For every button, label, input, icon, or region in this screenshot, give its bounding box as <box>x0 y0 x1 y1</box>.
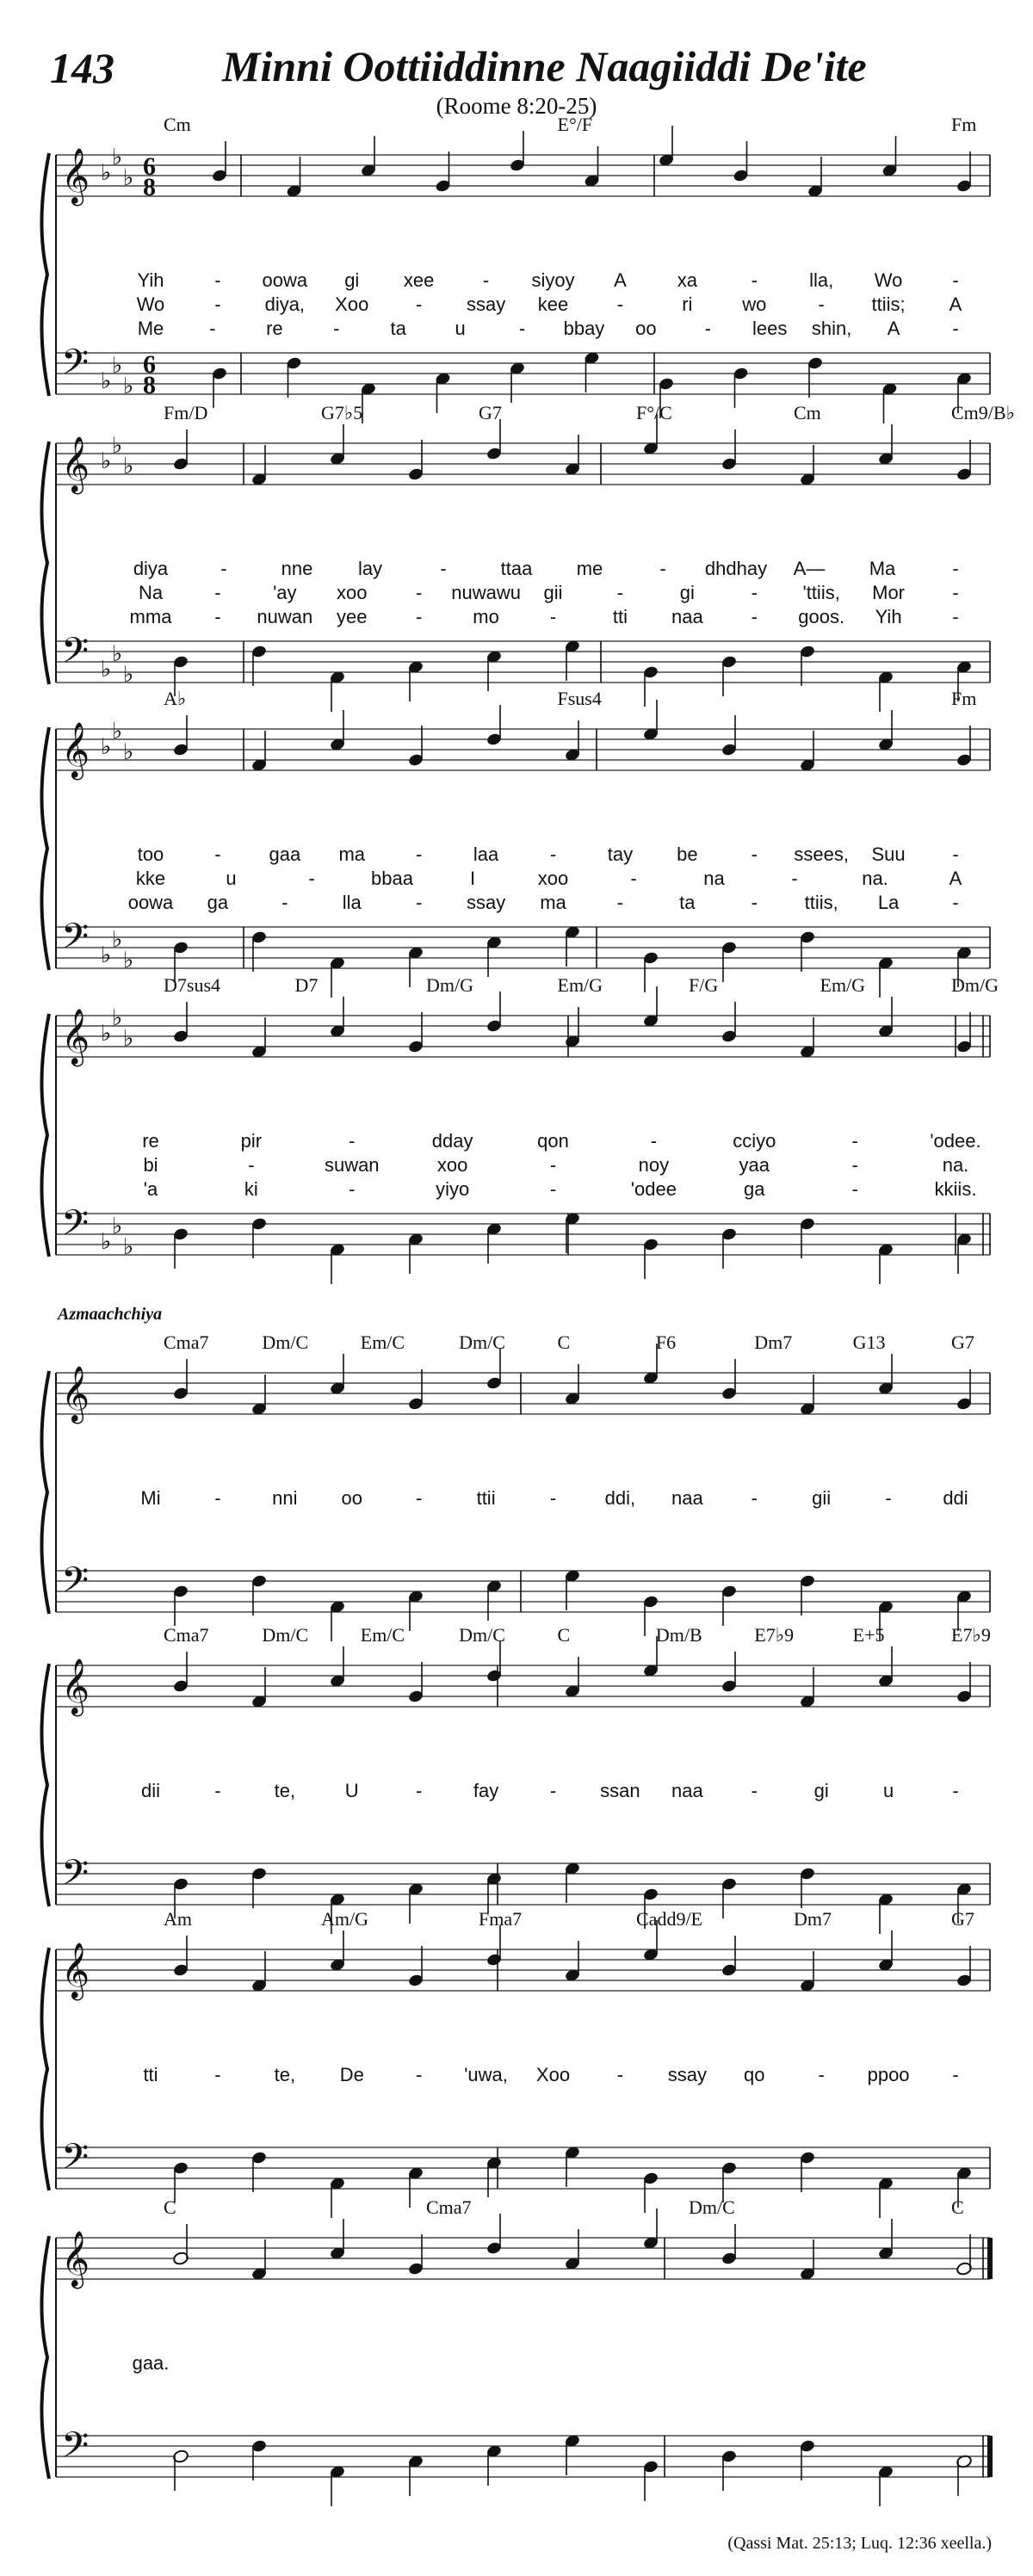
lyric-syllable: - <box>416 892 423 913</box>
flat-accidental-icon: ♭ <box>112 353 123 378</box>
lyric-syllable: na <box>703 868 725 889</box>
lyric-syllable: - <box>952 843 959 865</box>
lyric-syllable: ttaa <box>500 558 533 579</box>
lyric-syllable: - <box>416 293 423 315</box>
scripture-reference: (Roome 8:20-25) <box>436 93 597 119</box>
lyric-syllable: - <box>214 843 221 865</box>
lyric-syllable: - <box>704 318 711 339</box>
chord-symbol: Em/C <box>360 1624 405 1646</box>
lyric-syllable: re <box>142 1130 159 1152</box>
system-brace <box>41 1948 49 2190</box>
lyric-syllable: A <box>614 269 627 291</box>
lyric-syllable: - <box>952 558 959 579</box>
lyric-syllable: gii <box>543 582 563 603</box>
lyric-syllable: - <box>952 892 959 913</box>
lyric-syllable: lay <box>357 558 383 579</box>
staff-system <box>41 2196 990 2506</box>
lyric-syllable: dhdhay <box>704 558 768 579</box>
lyric-syllable: - <box>518 318 526 339</box>
chord-symbol: F°/C <box>636 402 672 423</box>
lyric-syllable: gii <box>812 1487 832 1509</box>
chord-symbol: Dm/C <box>459 1624 505 1646</box>
lyric-syllable: - <box>885 1487 892 1509</box>
staff-system <box>41 1908 990 2218</box>
lyric-syllable: gaa. <box>132 2352 170 2374</box>
lyric-syllable: - <box>440 558 447 579</box>
system-brace <box>41 1664 49 1906</box>
chord-symbol: Em/G <box>820 974 866 996</box>
lyric-syllable: A— <box>793 558 826 579</box>
flat-accidental-icon: ♭ <box>101 734 112 759</box>
lyric-syllable: - <box>751 582 758 603</box>
lyric-syllable: - <box>616 2064 624 2085</box>
lyric-syllable: ri <box>682 293 693 315</box>
chord-symbol: E7♭9 <box>754 1624 795 1646</box>
system-brace <box>41 2236 49 2479</box>
lyric-syllable: - <box>209 318 216 339</box>
lyric-syllable: - <box>416 843 423 865</box>
lyric-syllable: - <box>214 293 221 315</box>
lyric-syllable: - <box>416 606 423 627</box>
chord-symbol: Dm7 <box>754 1331 793 1353</box>
lyric-syllable: u <box>882 1780 894 1801</box>
lyric-syllable: - <box>952 582 959 603</box>
lyric-syllable: - <box>650 1130 658 1152</box>
lyric-syllable: ssan <box>600 1780 640 1801</box>
lyric-syllable: 'odee <box>630 1178 677 1200</box>
treble-clef-icon: 𝄞 <box>61 1010 90 1064</box>
lyric-syllable: - <box>248 1154 255 1176</box>
chord-symbol: Cma7 <box>426 2196 472 2218</box>
lyric-syllable: nuwan <box>257 606 313 627</box>
lyric-syllable: xa <box>677 269 697 291</box>
lyric-syllable: - <box>630 868 637 889</box>
bass-clef-icon: 𝄢 <box>61 1853 90 1901</box>
lyric-syllable: dday <box>431 1130 473 1152</box>
lyric-syllable: fay <box>473 1780 499 1801</box>
lyric-syllable: lla, <box>809 269 834 291</box>
lyric-syllable: ddi, <box>604 1487 636 1509</box>
treble-clef-icon: 𝄞 <box>61 1368 90 1421</box>
chord-symbol: Cma7 <box>164 1331 209 1353</box>
lyric-syllable: Ma <box>869 558 896 579</box>
lyric-syllable: - <box>851 1178 858 1200</box>
lyric-syllable: ttiis; <box>871 293 906 315</box>
lyric-syllable: - <box>416 1780 423 1801</box>
lyric-syllable: tay <box>607 843 634 865</box>
lyric-syllable: - <box>818 2064 825 2085</box>
lyric-syllable: ta <box>679 892 696 913</box>
bass-clef-icon: 𝄢 <box>61 343 90 391</box>
lyric-syllable: noy <box>638 1154 670 1176</box>
chord-symbol: Fm <box>951 114 977 135</box>
lyric-syllable: - <box>549 606 557 627</box>
lyric-syllable: - <box>416 582 423 603</box>
treble-clef-icon: 𝄞 <box>61 1944 90 1998</box>
treble-clef-icon: 𝄞 <box>61 724 90 777</box>
lyric-syllable: - <box>482 269 490 291</box>
lyric-syllable: Me <box>137 318 164 339</box>
chord-symbol: Dm/C <box>262 1624 309 1646</box>
chord-symbol: C <box>557 1331 571 1353</box>
lyric-syllable: - <box>549 1178 557 1200</box>
lyric-syllable: Mi <box>140 1487 161 1509</box>
chord-symbol: E7♭9 <box>951 1624 991 1646</box>
lyric-syllable: - <box>214 606 221 627</box>
chord-symbol: Cadd9/E <box>636 1908 702 1930</box>
lyric-syllable: siyoy <box>531 269 575 291</box>
lyric-syllable: - <box>952 606 959 627</box>
chord-symbol: Fm/D <box>164 402 208 423</box>
chord-symbol: Dm/C <box>689 2196 735 2218</box>
lyric-syllable: 'a <box>143 1178 158 1200</box>
lyric-syllable: ssay <box>466 293 506 315</box>
lyric-syllable: - <box>616 293 624 315</box>
lyric-syllable: - <box>818 293 825 315</box>
lyric-syllable: - <box>214 1487 221 1509</box>
lyric-syllable: - <box>549 1154 557 1176</box>
flat-accidental-icon: ♭ <box>123 165 134 190</box>
lyric-syllable: mo <box>473 606 499 627</box>
chord-symbol: Dm/G <box>426 974 473 996</box>
time-signature-numerator: 6 <box>143 350 156 379</box>
lyric-syllable: too <box>137 843 164 865</box>
lyric-syllable: diya <box>133 558 169 579</box>
flat-accidental-icon: ♭ <box>123 374 134 398</box>
lyric-syllable: - <box>349 1178 356 1200</box>
lyric-syllable: pir <box>240 1130 263 1152</box>
flat-accidental-icon: ♭ <box>101 942 112 967</box>
lyric-syllable: te, <box>274 1780 296 1801</box>
chord-symbol: Cm <box>794 402 821 423</box>
chord-symbol: Am/G <box>321 1908 368 1930</box>
lyric-syllable: bi <box>143 1154 158 1176</box>
lyric-syllable: - <box>220 558 227 579</box>
system-brace <box>41 153 49 396</box>
lyric-syllable: oo <box>341 1487 362 1509</box>
lyric-syllable: - <box>416 1487 423 1509</box>
lyric-syllable: ga <box>207 892 229 913</box>
chord-symbol: G7♭5 <box>321 402 363 423</box>
lyric-syllable: - <box>416 2064 423 2085</box>
lyric-syllable: me <box>576 558 603 579</box>
lyric-syllable: Xoo <box>535 2064 571 2085</box>
flat-accidental-icon: ♭ <box>123 1026 134 1051</box>
treble-clef-icon: 𝄞 <box>61 2233 90 2286</box>
lyric-syllable: diya, <box>264 293 306 315</box>
lyric-syllable: ki <box>244 1178 258 1200</box>
lyric-syllable: cciyo <box>733 1130 776 1152</box>
lyric-syllable: Wo <box>136 293 165 315</box>
lyric-syllable: 'odee. <box>930 1130 981 1152</box>
lyric-syllable: - <box>281 892 288 913</box>
lyric-syllable: kee <box>537 293 569 315</box>
lyric-syllable: U <box>344 1780 359 1801</box>
chord-symbol: Fma7 <box>479 1908 523 1930</box>
lyric-syllable: A <box>887 318 900 339</box>
lyric-syllable: yiyo <box>436 1178 470 1200</box>
system-brace <box>41 727 49 970</box>
bass-clef-icon: 𝄢 <box>61 631 90 679</box>
chord-symbol: Am <box>164 1908 192 1930</box>
tempo-marking: Azmaachchiya <box>58 1305 163 1324</box>
flat-accidental-icon: ♭ <box>112 927 123 952</box>
treble-clef-icon: 𝄞 <box>61 1660 90 1714</box>
lyric-syllable: yaa <box>739 1154 770 1176</box>
lyric-syllable: - <box>751 843 758 865</box>
lyric-syllable: - <box>616 892 624 913</box>
chord-symbol: C <box>557 1624 571 1646</box>
lyric-syllable: nuwawu <box>451 582 521 603</box>
lyric-syllable: - <box>616 582 624 603</box>
lyric-syllable: re <box>266 318 283 339</box>
flat-accidental-icon: ♭ <box>123 662 134 687</box>
time-signature-numerator: 6 <box>143 152 156 181</box>
treble-clef-icon: 𝄞 <box>61 438 90 491</box>
chord-symbol: Dm/C <box>262 1331 309 1353</box>
lyric-syllable: - <box>952 269 959 291</box>
lyric-syllable: ta <box>390 318 406 339</box>
chord-symbol: G7 <box>951 1331 974 1353</box>
lyric-syllable: Yih <box>875 606 902 627</box>
flat-accidental-icon: ♭ <box>101 657 112 682</box>
lyric-syllable: ssay <box>667 2064 707 2085</box>
staff-system <box>41 1624 990 1934</box>
staff-system <box>41 114 990 423</box>
chord-symbol: A♭ <box>164 688 187 709</box>
lyric-syllable: - <box>214 1780 221 1801</box>
chord-symbol: Em/C <box>360 1331 405 1353</box>
flat-accidental-icon: ♭ <box>112 719 123 744</box>
lyric-syllable: - <box>214 582 221 603</box>
lyric-syllable: - <box>349 1130 356 1152</box>
lyric-syllable: shin, <box>811 318 852 339</box>
flat-accidental-icon: ♭ <box>101 1229 112 1254</box>
bass-clef-icon: 𝄢 <box>61 2425 90 2474</box>
bass-clef-icon: 𝄢 <box>61 1203 90 1251</box>
flat-accidental-icon: ♭ <box>123 1234 134 1259</box>
lyric-syllable: - <box>791 868 798 889</box>
lyric-syllable: gi <box>679 582 695 603</box>
lyric-syllable: tti <box>143 2064 158 2085</box>
chord-symbol: G7 <box>951 1908 974 1930</box>
chord-symbol: Cm9/B♭ <box>951 402 1015 423</box>
lyric-syllable: qon <box>537 1130 569 1152</box>
lyric-syllable: gaa <box>269 843 301 865</box>
flat-accidental-icon: ♭ <box>112 433 123 458</box>
chord-symbol: Dm7 <box>794 1908 832 1930</box>
system-brace <box>41 1014 49 1257</box>
lyric-syllable: goos. <box>798 606 845 627</box>
lyric-syllable: kkiis. <box>934 1178 977 1200</box>
flat-accidental-icon: ♭ <box>101 1021 112 1046</box>
lyric-syllable: Wo <box>874 269 903 291</box>
lyric-syllable: mma <box>129 606 172 627</box>
lyric-syllable: na. <box>862 868 888 889</box>
lyric-syllable: - <box>751 606 758 627</box>
lyric-syllable: ttii <box>476 1487 496 1509</box>
scripture-footnote: (Qassi Mat. 25:13; Luq. 12:36 xeella.) <box>727 2534 992 2553</box>
lyric-syllable: oowa <box>127 892 174 913</box>
lyric-syllable: na. <box>942 1154 969 1176</box>
lyric-syllable: - <box>214 2064 221 2085</box>
chord-symbol: G7 <box>479 402 502 423</box>
lyric-syllable: Xoo <box>335 293 369 315</box>
hymn-title: Minni Oottiiddinne Naagiiddi De'ite <box>222 42 867 90</box>
bass-clef-icon: 𝄢 <box>61 1560 90 1609</box>
lyric-syllable: - <box>851 1130 858 1152</box>
chord-symbol: Cma7 <box>164 1624 209 1646</box>
chord-symbol: D7sus4 <box>164 974 221 996</box>
chord-symbol: E+5 <box>852 1624 885 1646</box>
lyric-syllable: - <box>549 843 557 865</box>
treble-clef-icon: 𝄞 <box>61 150 90 203</box>
lyric-syllable: naa <box>671 606 703 627</box>
flat-accidental-icon: ♭ <box>112 1214 123 1239</box>
lyric-syllable: Mor <box>872 582 906 603</box>
system-brace <box>41 1371 49 1614</box>
flat-accidental-icon: ♭ <box>123 948 134 973</box>
chord-symbol: Dm/C <box>459 1331 505 1353</box>
lyric-syllable: nni <box>272 1487 298 1509</box>
lyric-syllable: 'ay <box>273 582 297 603</box>
lyric-syllable: - <box>751 892 758 913</box>
lyric-syllable: yee <box>337 606 368 627</box>
chord-symbol: C <box>164 2196 176 2218</box>
lyric-syllable: - <box>659 558 666 579</box>
lyric-syllable: naa <box>671 1487 703 1509</box>
lyric-syllable: Na <box>138 582 164 603</box>
lyric-syllable: - <box>333 318 340 339</box>
lyric-syllable: ssees, <box>794 843 849 865</box>
flat-accidental-icon: ♭ <box>123 739 134 764</box>
lyric-syllable: oowa <box>262 269 308 291</box>
lyric-syllable: 'uwa, <box>464 2064 508 2085</box>
lyric-syllable: - <box>549 1780 557 1801</box>
lyric-syllable: nne <box>281 558 313 579</box>
lyric-syllable: Yih <box>137 269 164 291</box>
hymn-number: 143 <box>50 44 114 92</box>
lyric-syllable: xoo <box>537 868 569 889</box>
chord-symbol: Cm <box>164 114 191 135</box>
lyric-syllable: 'ttiis, <box>802 582 840 603</box>
chord-symbol: C <box>951 2196 964 2218</box>
lyric-syllable: ma <box>338 843 366 865</box>
lyric-syllable: - <box>952 318 959 339</box>
lyric-syllable: ttiis, <box>804 892 838 913</box>
lyric-syllable: bbaa <box>371 868 413 889</box>
lyric-syllable: be <box>677 843 698 865</box>
lyric-syllable: u <box>226 868 237 889</box>
lyric-syllable: bbay <box>563 318 605 339</box>
bass-clef-icon: 𝄢 <box>61 917 90 965</box>
staff-system <box>41 1305 990 1641</box>
chord-symbol: F6 <box>655 1331 677 1353</box>
time-signature-denominator: 8 <box>143 173 156 201</box>
bass-clef-icon: 𝄢 <box>61 2137 90 2185</box>
lyric-syllable: - <box>952 2064 959 2085</box>
chord-symbol: Em/G <box>557 974 603 996</box>
lyric-syllable: - <box>751 269 758 291</box>
lyric-syllable: ma <box>540 892 566 913</box>
lyric-syllable: - <box>851 1154 858 1176</box>
lyric-syllable: A <box>949 293 962 315</box>
lyric-syllable: - <box>751 1487 758 1509</box>
lyric-syllable: wo <box>742 293 767 315</box>
lyric-syllable: naa <box>671 1780 703 1801</box>
lyric-syllable: qo <box>744 2064 765 2085</box>
chord-symbol: Fsus4 <box>557 688 602 709</box>
lyric-syllable: suwan <box>324 1154 380 1176</box>
lyric-syllable: - <box>549 1487 557 1509</box>
flat-accidental-icon: ♭ <box>112 641 123 666</box>
staff-system <box>41 688 990 998</box>
lyric-syllable: tti <box>612 606 628 627</box>
lyric-syllable: ddi <box>943 1487 968 1509</box>
lyric-syllable: La <box>877 892 900 913</box>
staff-system <box>41 974 999 1284</box>
lyric-syllable: lees <box>752 318 788 339</box>
lyric-syllable: ssay <box>466 892 506 913</box>
lyric-syllable: xoo <box>436 1154 468 1176</box>
lyric-syllable: lla <box>342 892 362 913</box>
lyric-syllable: laa <box>473 843 499 865</box>
flat-accidental-icon: ♭ <box>101 368 112 393</box>
lyric-syllable: gi <box>813 1780 829 1801</box>
lyric-syllable: oo <box>635 318 657 339</box>
lyric-syllable: I <box>469 868 476 889</box>
chord-symbol: Dm/G <box>951 974 999 996</box>
chord-symbol: D7 <box>294 974 319 996</box>
chord-symbol: Fm <box>951 688 977 709</box>
chord-symbol: F/G <box>689 974 719 996</box>
lyric-syllable: te, <box>274 2064 296 2085</box>
flat-accidental-icon: ♭ <box>101 160 112 185</box>
chord-symbol: E°/F <box>557 114 593 135</box>
chord-symbol: Dm/B <box>655 1624 702 1646</box>
lyric-syllable: ppoo <box>867 2064 910 2085</box>
lyric-syllable: De <box>339 2064 364 2085</box>
lyric-syllable: - <box>308 868 315 889</box>
lyric-syllable: u <box>455 318 466 339</box>
lyric-syllable: dii <box>140 1780 161 1801</box>
lyric-syllable: ga <box>744 1178 765 1200</box>
staff-system <box>41 402 1014 712</box>
lyric-syllable: A <box>949 868 962 889</box>
flat-accidental-icon: ♭ <box>112 1005 123 1030</box>
lyric-syllable: - <box>952 1780 959 1801</box>
lyric-syllable: kke <box>135 868 166 889</box>
lyric-syllable: - <box>751 1780 758 1801</box>
lyric-syllable: xee <box>403 269 435 291</box>
flat-accidental-icon: ♭ <box>123 454 134 479</box>
flat-accidental-icon: ♭ <box>112 145 123 170</box>
lyric-syllable: gi <box>344 269 360 291</box>
system-brace <box>41 442 49 684</box>
time-signature-denominator: 8 <box>143 371 156 399</box>
lyric-syllable: Suu <box>871 843 906 865</box>
flat-accidental-icon: ♭ <box>101 448 112 473</box>
lyric-syllable: - <box>214 269 221 291</box>
chord-symbol: G13 <box>852 1331 886 1353</box>
lyric-syllable: xoo <box>337 582 368 603</box>
